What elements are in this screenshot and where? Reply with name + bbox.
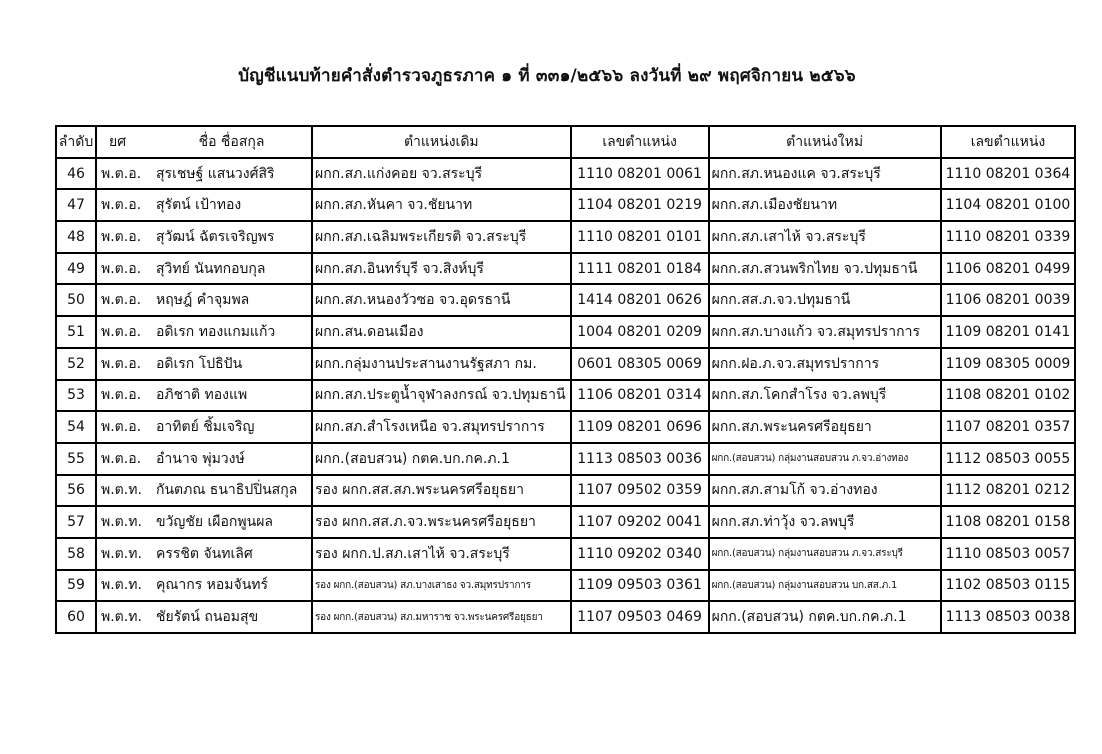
row-name: สุรัตน์ เป้าทอง <box>152 189 312 221</box>
row-number: 57 <box>56 506 96 538</box>
row-new-position: ผกก.ฝอ.ภ.จว.สมุทรปราการ <box>709 348 941 380</box>
row-new-position: ผกก.(สอบสวน) กตค.บก.กค.ภ.1 <box>709 601 941 633</box>
row-new-position: ผกก.สภ.โคกสำโรง จว.ลพบุรี <box>709 380 941 412</box>
row-number: 51 <box>56 316 96 348</box>
row-new-position: ผกก.สภ.สวนพริกไทย จว.ปทุมธานี <box>709 253 941 285</box>
row-new-position: ผกก.สภ.เมืองชัยนาท <box>709 189 941 221</box>
row-old-code: 1104 08201 0219 <box>571 189 709 221</box>
table-row <box>56 570 1075 602</box>
row-new-code: 1109 08305 0009 <box>941 348 1076 380</box>
table-row <box>56 538 1075 570</box>
row-old-code: 1107 09503 0469 <box>571 601 709 633</box>
row-rank: พ.ต.ท. <box>96 538 152 570</box>
document-title <box>0 62 1102 89</box>
row-old-position: ผกก.สภ.อินทร์บุรี จว.สิงห์บุรี <box>312 253 571 285</box>
table-row <box>56 253 1075 285</box>
row-old-code: 1106 08201 0314 <box>571 380 709 412</box>
row-name: สุวิทย์ นันทกอบกุล <box>152 253 312 285</box>
row-new-code: 1106 08201 0039 <box>941 284 1076 316</box>
table-row <box>56 506 1075 538</box>
row-old-code: 1109 08201 0696 <box>571 411 709 443</box>
row-name: ครรชิต จันทเลิศ <box>152 538 312 570</box>
row-new-position: ผกก.สภ.สามโก้ จว.อ่างทอง <box>709 475 941 507</box>
row-rank: พ.ต.อ. <box>96 411 152 443</box>
row-new-code: 1112 08201 0212 <box>941 475 1076 507</box>
row-old-position: ผกก.สภ.แก่งคอย จว.สระบุรี <box>312 158 571 190</box>
row-name: อดิเรก โปธิปัน <box>152 348 312 380</box>
table-row <box>56 284 1075 316</box>
row-old-code: 1113 08503 0036 <box>571 443 709 475</box>
row-number: 54 <box>56 411 96 443</box>
row-name: หฤษฎ์ คำจุมพล <box>152 284 312 316</box>
row-new-code: 1110 08503 0057 <box>941 538 1076 570</box>
row-new-code: 1106 08201 0499 <box>941 253 1076 285</box>
table-row <box>56 316 1075 348</box>
row-number: 47 <box>56 189 96 221</box>
row-number: 58 <box>56 538 96 570</box>
row-rank: พ.ต.อ. <box>96 348 152 380</box>
row-number: 49 <box>56 253 96 285</box>
row-old-position: รอง ผกก.สส.สภ.พระนครศรีอยุธยา <box>312 475 571 507</box>
table-row <box>56 158 1075 190</box>
row-old-position: รอง ผกก.สส.ภ.จว.พระนครศรีอยุธยา <box>312 506 571 538</box>
header-old-code: เลขตำแหน่ง <box>571 126 709 158</box>
row-new-code: 1102 08503 0115 <box>941 570 1076 602</box>
row-old-code: 1110 08201 0101 <box>571 221 709 253</box>
table-row <box>56 348 1075 380</box>
row-new-position: ผกก.สภ.บางแก้ว จว.สมุทรปราการ <box>709 316 941 348</box>
row-new-position: ผกก.สภ.เสาไห้ จว.สระบุรี <box>709 221 941 253</box>
row-new-position: ผกก.สภ.หนองแค จว.สระบุรี <box>709 158 941 190</box>
row-name: กันตภณ ธนาธิปปิ่นสกุล <box>152 475 312 507</box>
row-old-position: ผกก.(สอบสวน) กตค.บก.กค.ภ.1 <box>312 443 571 475</box>
row-number: 53 <box>56 380 96 412</box>
row-old-code: 1107 09502 0359 <box>571 475 709 507</box>
row-new-code: 1110 08201 0339 <box>941 221 1076 253</box>
row-old-code: 1109 09503 0361 <box>571 570 709 602</box>
row-rank: พ.ต.อ. <box>96 253 152 285</box>
row-number: 55 <box>56 443 96 475</box>
row-new-code: 1108 08201 0102 <box>941 380 1076 412</box>
row-old-position: ผกก.สภ.ประตูน้ำจุฬาลงกรณ์ จว.ปทุมธานี <box>312 380 571 412</box>
row-rank: พ.ต.ท. <box>96 475 152 507</box>
transfer-table <box>55 125 1076 634</box>
row-new-code: 1112 08503 0055 <box>941 443 1076 475</box>
row-new-code: 1113 08503 0038 <box>941 601 1076 633</box>
row-old-code: 0601 08305 0069 <box>571 348 709 380</box>
table-row <box>56 411 1075 443</box>
row-old-code: 1111 08201 0184 <box>571 253 709 285</box>
row-old-position: รอง ผกก.(สอบสวน) สภ.บางเสาธง จว.สมุทรปราการ <box>312 570 571 602</box>
table-row <box>56 380 1075 412</box>
row-rank: พ.ต.อ. <box>96 221 152 253</box>
row-old-code: 1107 09202 0041 <box>571 506 709 538</box>
header-name: ชื่อ ชื่อสกุล <box>152 126 312 158</box>
table-header-row <box>56 126 1075 158</box>
row-number: 52 <box>56 348 96 380</box>
row-new-position: ผกก.(สอบสวน) กลุ่มงานสอบสวน ภ.จว.สระบุรี <box>709 538 941 570</box>
row-number: 46 <box>56 158 96 190</box>
row-old-position: ผกก.สภ.หนองวัวซอ จว.อุดรธานี <box>312 284 571 316</box>
row-rank: พ.ต.ท. <box>96 506 152 538</box>
row-old-position: ผกก.สภ.หันคา จว.ชัยนาท <box>312 189 571 221</box>
table-row <box>56 221 1075 253</box>
row-old-position: ผกก.สภ.สำโรงเหนือ จว.สมุทรปราการ <box>312 411 571 443</box>
row-new-code: 1109 08201 0141 <box>941 316 1076 348</box>
row-name: สุวัฒน์ ฉัตรเจริญพร <box>152 221 312 253</box>
row-new-position: ผกก.สส.ภ.จว.ปทุมธานี <box>709 284 941 316</box>
row-rank: พ.ต.ท. <box>96 601 152 633</box>
row-old-code: 1110 09202 0340 <box>571 538 709 570</box>
row-new-position: ผกก.(สอบสวน) กลุ่มงานสอบสวน ภ.จว.อ่างทอง <box>709 443 941 475</box>
header-new-code: เลขตำแหน่ง <box>941 126 1076 158</box>
row-old-position: รอง ผกก.(สอบสวน) สภ.มหาราช จว.พระนครศรีอยุธยา <box>312 601 571 633</box>
row-name: อาทิตย์ ชิ้มเจริญ <box>152 411 312 443</box>
row-rank: พ.ต.อ. <box>96 189 152 221</box>
row-rank: พ.ต.ท. <box>96 570 152 602</box>
row-rank: พ.ต.อ. <box>96 443 152 475</box>
table-row <box>56 443 1075 475</box>
row-name: อำนาจ พุ่มวงษ์ <box>152 443 312 475</box>
title-text: บัญชีแนบท้ายคำสั่งตำรวจภูธรภาค ๑ ที่ ๓๓๑/๒๕๖๖ ลงวันที่ ๒๙ พฤศจิกายน ๒๕๖๖ <box>238 66 856 86</box>
table-row <box>56 189 1075 221</box>
row-number: 59 <box>56 570 96 602</box>
row-number: 50 <box>56 284 96 316</box>
row-new-position: ผกก.(สอบสวน) กลุ่มงานสอบสวน บก.สส.ภ.1 <box>709 570 941 602</box>
row-old-code: 1110 08201 0061 <box>571 158 709 190</box>
row-old-position: รอง ผกก.ป.สภ.เสาไห้ จว.สระบุรี <box>312 538 571 570</box>
row-old-code: 1004 08201 0209 <box>571 316 709 348</box>
row-new-code: 1107 08201 0357 <box>941 411 1076 443</box>
row-new-code: 1110 08201 0364 <box>941 158 1076 190</box>
row-name: ชัยรัตน์ ถนอมสุข <box>152 601 312 633</box>
table-row <box>56 475 1075 507</box>
row-rank: พ.ต.อ. <box>96 380 152 412</box>
header-no: ลำดับ <box>56 126 96 158</box>
row-rank: พ.ต.อ. <box>96 158 152 190</box>
row-number: 48 <box>56 221 96 253</box>
row-old-position: ผกก.สน.ดอนเมือง <box>312 316 571 348</box>
row-old-position: ผกก.กลุ่มงานประสานงานรัฐสภา กม. <box>312 348 571 380</box>
row-new-code: 1104 08201 0100 <box>941 189 1076 221</box>
row-name: ขวัญชัย เผือกพูนผล <box>152 506 312 538</box>
row-number: 56 <box>56 475 96 507</box>
row-old-position: ผกก.สภ.เฉลิมพระเกียรติ จว.สระบุรี <box>312 221 571 253</box>
row-name: สุรเชษฐ์ แสนวงศ์สิริ <box>152 158 312 190</box>
row-rank: พ.ต.อ. <box>96 316 152 348</box>
row-number: 60 <box>56 601 96 633</box>
header-new-position: ตำแหน่งใหม่ <box>709 126 941 158</box>
header-old-position: ตำแหน่งเดิม <box>312 126 571 158</box>
header-rank: ยศ <box>96 126 152 158</box>
row-new-code: 1108 08201 0158 <box>941 506 1076 538</box>
row-name: อภิชาติ ทองแพ <box>152 380 312 412</box>
row-name: อดิเรก ทองแกมแก้ว <box>152 316 312 348</box>
table-row <box>56 601 1075 633</box>
row-new-position: ผกก.สภ.พระนครศรีอยุธยา <box>709 411 941 443</box>
row-old-code: 1414 08201 0626 <box>571 284 709 316</box>
row-name: คุณากร หอมจันทร์ <box>152 570 312 602</box>
row-new-position: ผกก.สภ.ท่าวุ้ง จว.ลพบุรี <box>709 506 941 538</box>
row-rank: พ.ต.อ. <box>96 284 152 316</box>
